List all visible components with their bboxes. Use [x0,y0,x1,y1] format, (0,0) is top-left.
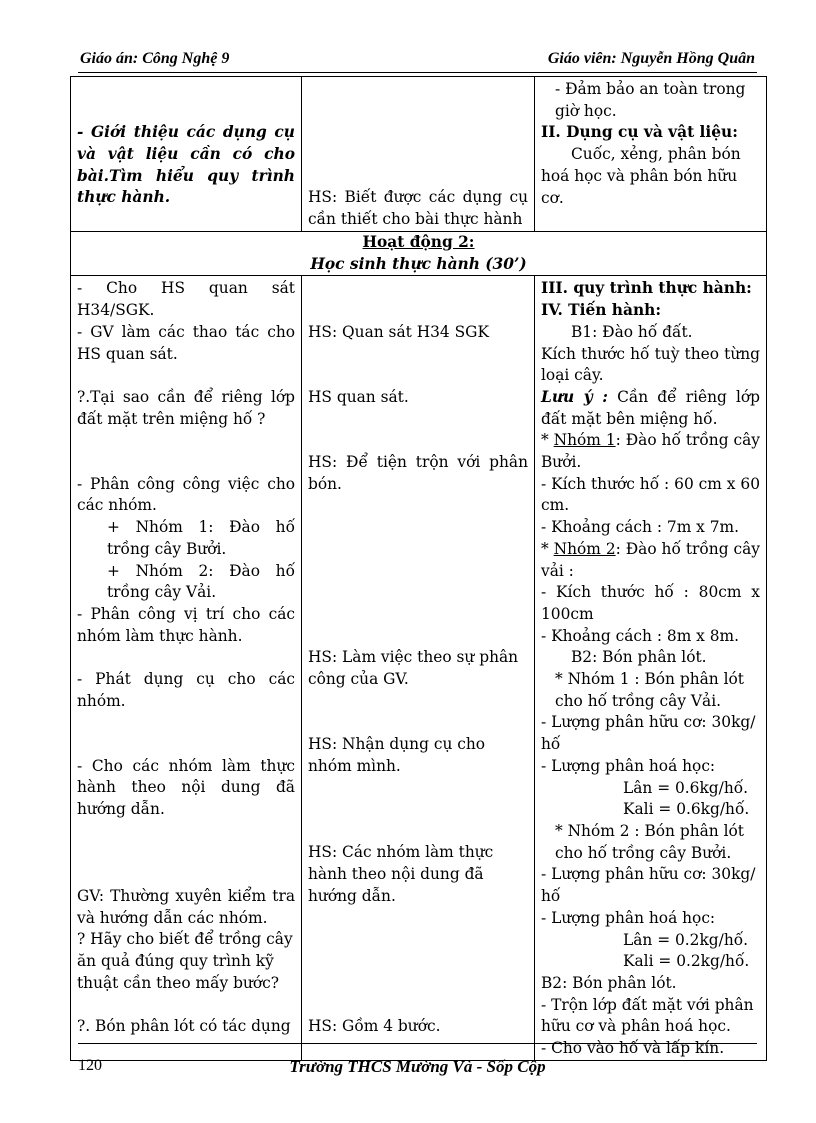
activity-title: Hoạt động 2: [362,233,475,251]
content-column [535,276,767,1060]
teacher-line: GV: Thường xuyên kiểm tra và hướng dẫn các nhóm. [77,886,295,927]
student-line: HS: Các nhóm làm thực hành theo nội dung đã hướng dẫn. [308,843,494,905]
row1-content-cell [535,77,767,232]
header-left: Giáo án: Công Nghệ 9 [80,50,230,67]
page-header [78,50,757,73]
row1-student-text: HS: Biết được các dụng cụ cần thiết cho bài thực hành [308,188,528,228]
content-line: Lưu ý : Cần để riêng lớp đất mặt bên miệng hố. [541,387,761,428]
content-line: Kích thước hố tuỳ theo từng loại cây. [541,344,760,385]
teacher-line: - Cho các nhóm làm thực hành theo nội dung đã hướng dẫn. [77,756,295,819]
header-right: Giáo viên: Nguyễn Hồng Quân [547,50,755,67]
row1-content-title: II. Dụng cụ và vật liệu: [541,123,738,142]
teacher-line: - Cho HS quan sát H34/SGK. [77,279,295,320]
content-line: Kali = 0.2kg/hố. [623,952,750,971]
content-line: B2: Bón phân lót. [541,973,677,992]
content-line: - Khoảng cách : 8m x 8m. [541,626,740,645]
content-line: * Nhóm 1: Đào hố trồng cây Bưởi. [541,431,760,472]
teacher-line: - Phát dụng cụ cho các nhóm. [77,670,295,710]
activity-heading-cell [71,232,767,276]
content-line: B1: Đào hố đất. [571,322,693,341]
teacher-line: - Phân công vị trí cho các nhóm làm thực hành. [77,604,295,645]
student-line: HS: Nhận dụng cụ cho nhóm mình. [308,734,486,775]
content-line: - Lượng phân hoá học: [541,908,716,927]
content-line: - Lượng phân hữu cơ: 30kg/ hố [541,713,756,754]
row1-student-cell [302,77,535,232]
content-line: - Khoảng cách : 7m x 7m. [541,518,740,537]
teacher-line: ?. Bón phân lót có tác dụng [77,1017,291,1036]
lesson-table [70,76,767,1061]
student-line: HS: Làm việc theo sự phân công của GV. [308,648,519,688]
content-line: - Kích thước hố : 80cm x 100cm [541,583,760,623]
school-name: Trường THCS Mường Và - Sốp Cộp [289,1057,546,1076]
content-line: - Cho vào hố và lấp kín. [541,1039,725,1058]
row1-content-3: Cuốc, xẻng, phân bón hoá học và phân bón hữu cơ. [541,145,741,207]
student-line: HS: Để tiện trộn với phân bón. [308,452,528,493]
student-column [302,276,535,1060]
activity-subtitle: Học sinh thực hành (30’) [310,254,527,273]
table-row [71,77,767,232]
teacher-line: + Nhóm 1: Đào hố trồng cây Bưởi. [107,518,295,558]
content-line: IV. Tiến hành: [541,301,662,320]
row1-content-1: - Đảm bảo an toàn trong giờ học. [555,80,746,120]
row1-teacher-text: - Giới thiệu các dụng cụ và vật liệu cần có cho bài.Tìm hiểu quy trình thực hành. [77,123,295,207]
row1-teacher-cell [71,77,302,232]
teacher-line: + Nhóm 2: Đào hố trồng cây Vải. [107,561,295,602]
content-line: - Lượng phân hoá học: [541,756,716,775]
page-number: 120 [78,1057,102,1074]
teacher-line: - Phân công công việc cho các nhóm. [77,474,295,515]
student-line: HS quan sát. [308,387,409,406]
content-line: B2: Bón phân lót. [571,648,707,667]
content-line: * Nhóm 1 : Bón phân lót cho hố trồng cây Vải. [555,670,744,710]
page-footer [78,1043,757,1092]
content-line: - Lượng phân hữu cơ: 30kg/ hố [541,865,756,906]
teacher-line: ?.Tại sao cần để riêng lớp đất mặt trên miệng hố ? [77,387,295,428]
content-line: * Nhóm 2 : Bón phân lót cho hố trồng cây Bưởi. [555,821,744,862]
teacher-line: ? Hãy cho biết để trồng cây ăn quả đúng quy trình kỹ thuật cần theo mấy bước? [77,930,293,992]
content-line: Kali = 0.6kg/hố. [623,800,750,819]
table-row [71,276,767,1060]
teacher-line: - GV làm các thao tác cho HS quan sát. [77,322,295,363]
content-line: * Nhóm 2: Đào hố trồng cây vải : [541,539,760,580]
teacher-column [71,276,302,1060]
student-line: HS: Gồm 4 bước. [308,1016,441,1035]
content-line: Lân = 0.6kg/hố. [623,778,749,797]
content-line: - Kích thước hố : 60 cm x 60 cm. [541,474,760,515]
table-row [71,232,767,276]
student-line: HS: Quan sát H34 SGK [308,322,489,341]
content-line: - Trộn lớp đất mặt với phân hữu cơ và phân hoá học. [541,995,754,1036]
content-line: Lân = 0.2kg/hố. [623,930,749,949]
content-line: III. quy trình thực hành: [541,279,752,298]
